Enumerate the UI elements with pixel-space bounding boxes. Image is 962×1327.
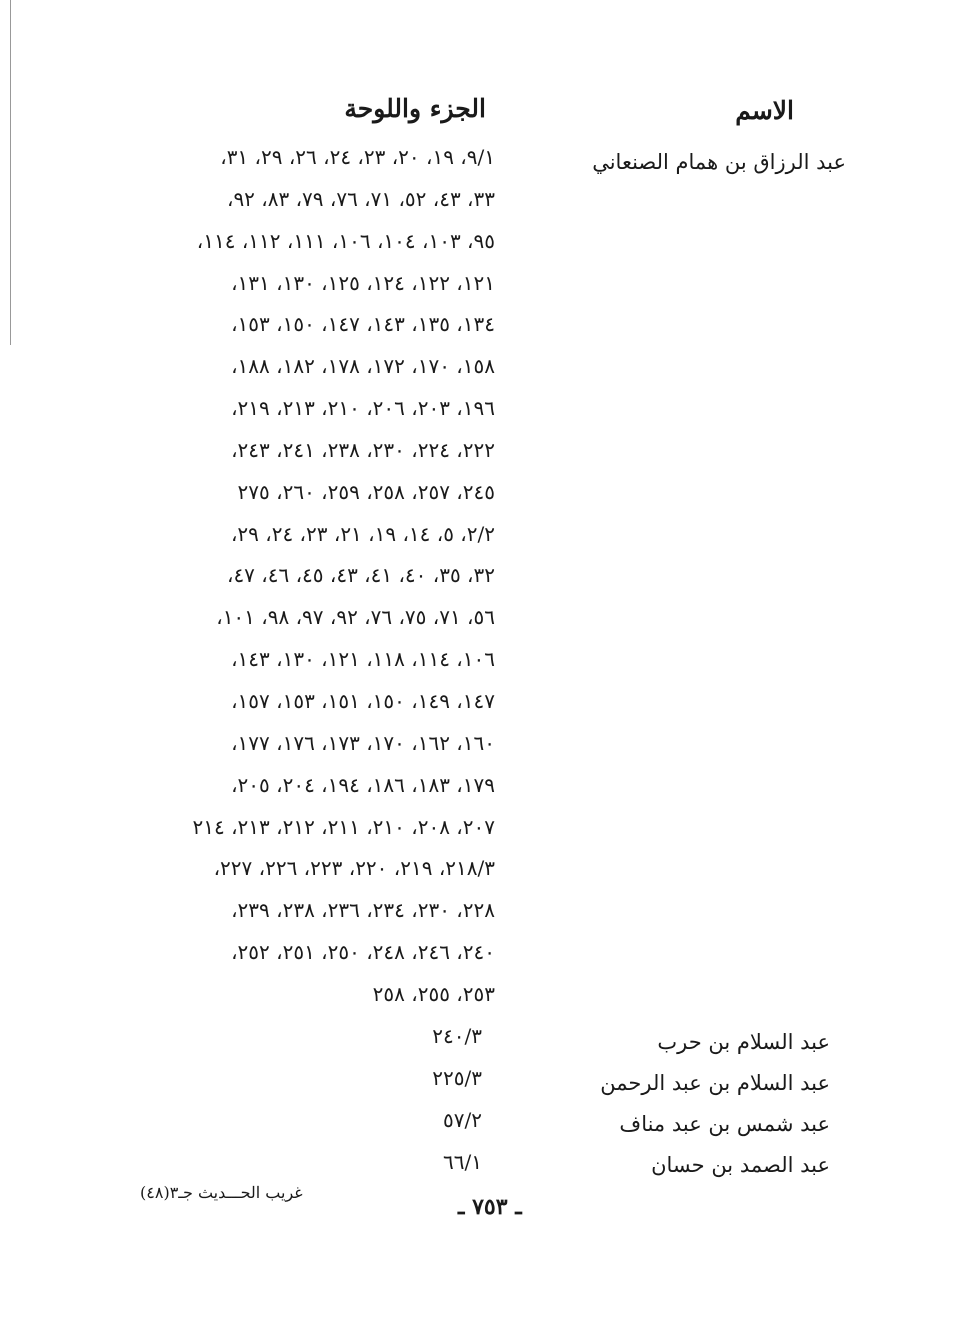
reference-line: ٢٤٠، ٢٤٦، ٢٤٨، ٢٥٠، ٢٥١، ٢٥٢،	[231, 940, 495, 965]
entry-name-abd-al-razzaq: عبد الرزاق بن همام الصنعاني	[592, 150, 846, 174]
entry-name-abd-al-samad: عبد الصمد بن حسان	[651, 1153, 830, 1177]
entry-ref-abd-al-salam-ibn-abd-al-rahman: ٢٢٥/٣	[432, 1066, 482, 1090]
column-header-volume-plate: الجزء واللوحة	[344, 94, 486, 123]
entry-ref-abd-al-samad: ٦٦/١	[443, 1150, 482, 1174]
reference-line: ٢٠٧، ٢٠٨، ٢١٠، ٢١١، ٢١٢، ٢١٣، ٢١٤	[192, 814, 495, 839]
column-header-name: الاسم	[735, 96, 794, 125]
reference-line: ٢/٢، ٥، ١٤، ١٩، ٢١، ٢٣، ٢٤، ٢٩،	[230, 521, 495, 546]
reference-line: ٩/١، ١٩، ٢٠، ٢٣، ٢٤، ٢٦، ٢٩، ٣١،	[220, 145, 495, 169]
reference-list	[192, 141, 495, 1020]
page-edge-line	[10, 0, 11, 345]
entry-name-abd-al-salam-ibn-abd-al-rahman: عبد السلام بن عبد الرحمن	[600, 1071, 830, 1095]
entry-ref-abd-shams: ٥٧/٢	[443, 1108, 482, 1132]
reference-line: ١٦٠، ١٦٢، ١٧٠، ١٧٣، ١٧٦، ١٧٧،	[231, 730, 495, 755]
reference-line: ٢٤٥، ٢٥٧، ٢٥٨، ٢٥٩، ٢٦٠، ٢٧٥	[237, 479, 495, 504]
reference-line: ١٥٨، ١٧٠، ١٧٢، ١٧٨، ١٨٢، ١٨٨،	[231, 354, 495, 379]
entry-ref-abd-al-salam-ibn-harb: ٢٤٠/٣	[432, 1024, 482, 1048]
reference-line: ١٩٦، ٢٠٣، ٢٠٦، ٢١٠، ٢١٣، ٢١٩،	[231, 396, 495, 421]
reference-line: ١٠٦، ١١٤، ١١٨، ١٢١، ١٣٠، ١٤٣،	[231, 647, 495, 672]
reference-line: ٩٥، ١٠٣، ١٠٤، ١٠٦، ١١١، ١١٢، ١١٤،	[196, 228, 495, 253]
reference-line: ١٢١، ١٢٢، ١٢٤، ١٢٥، ١٣٠، ١٣١،	[231, 270, 495, 295]
reference-line: ٣٢، ٣٥، ٤٠، ٤١، ٤٣، ٤٥، ٤٦، ٤٧،	[226, 563, 495, 588]
reference-line: ١٧٩، ١٨٣، ١٨٦، ١٩٤، ٢٠٤، ٢٠٥،	[231, 772, 495, 797]
reference-line: ٢٢٨، ٢٣٠، ٢٣٤، ٢٣٦، ٢٣٨، ٢٣٩،	[231, 898, 495, 923]
reference-line: ١٣٤، ١٣٥، ١٤٣، ١٤٧، ١٥٠، ١٥٣،	[231, 312, 495, 337]
reference-line: ٣٣، ٤٣، ٥٢، ٧١، ٧٦، ٧٩، ٨٣، ٩٢،	[226, 186, 495, 211]
entry-name-abd-shams: عبد شمس بن عبد مناف	[619, 1112, 830, 1136]
reference-line: ٢١٨/٣، ٢١٩، ٢٢٠، ٢٢٣، ٢٢٦، ٢٢٧،	[213, 856, 495, 881]
reference-line: ١٤٧، ١٤٩، ١٥٠، ١٥١، ١٥٣، ١٥٧،	[231, 688, 495, 713]
page-number: ـ ٧٥٣ ـ	[458, 1194, 522, 1220]
reference-line: ٢٢٢، ٢٢٤، ٢٣٠، ٢٣٨، ٢٤١، ٢٤٣،	[231, 437, 495, 462]
reference-line: ٢٥٣، ٢٥٥، ٢٥٨	[372, 981, 495, 1006]
footnote-book-title: غريب الحـــديث جـ٣(٤٨)	[140, 1183, 303, 1202]
reference-line: ٥٦، ٧١، ٧٥، ٧٦، ٩٢، ٩٧، ٩٨، ١٠١،	[216, 605, 495, 630]
entry-name-abd-al-salam-ibn-harb: عبد السلام بن حرب	[657, 1030, 830, 1054]
